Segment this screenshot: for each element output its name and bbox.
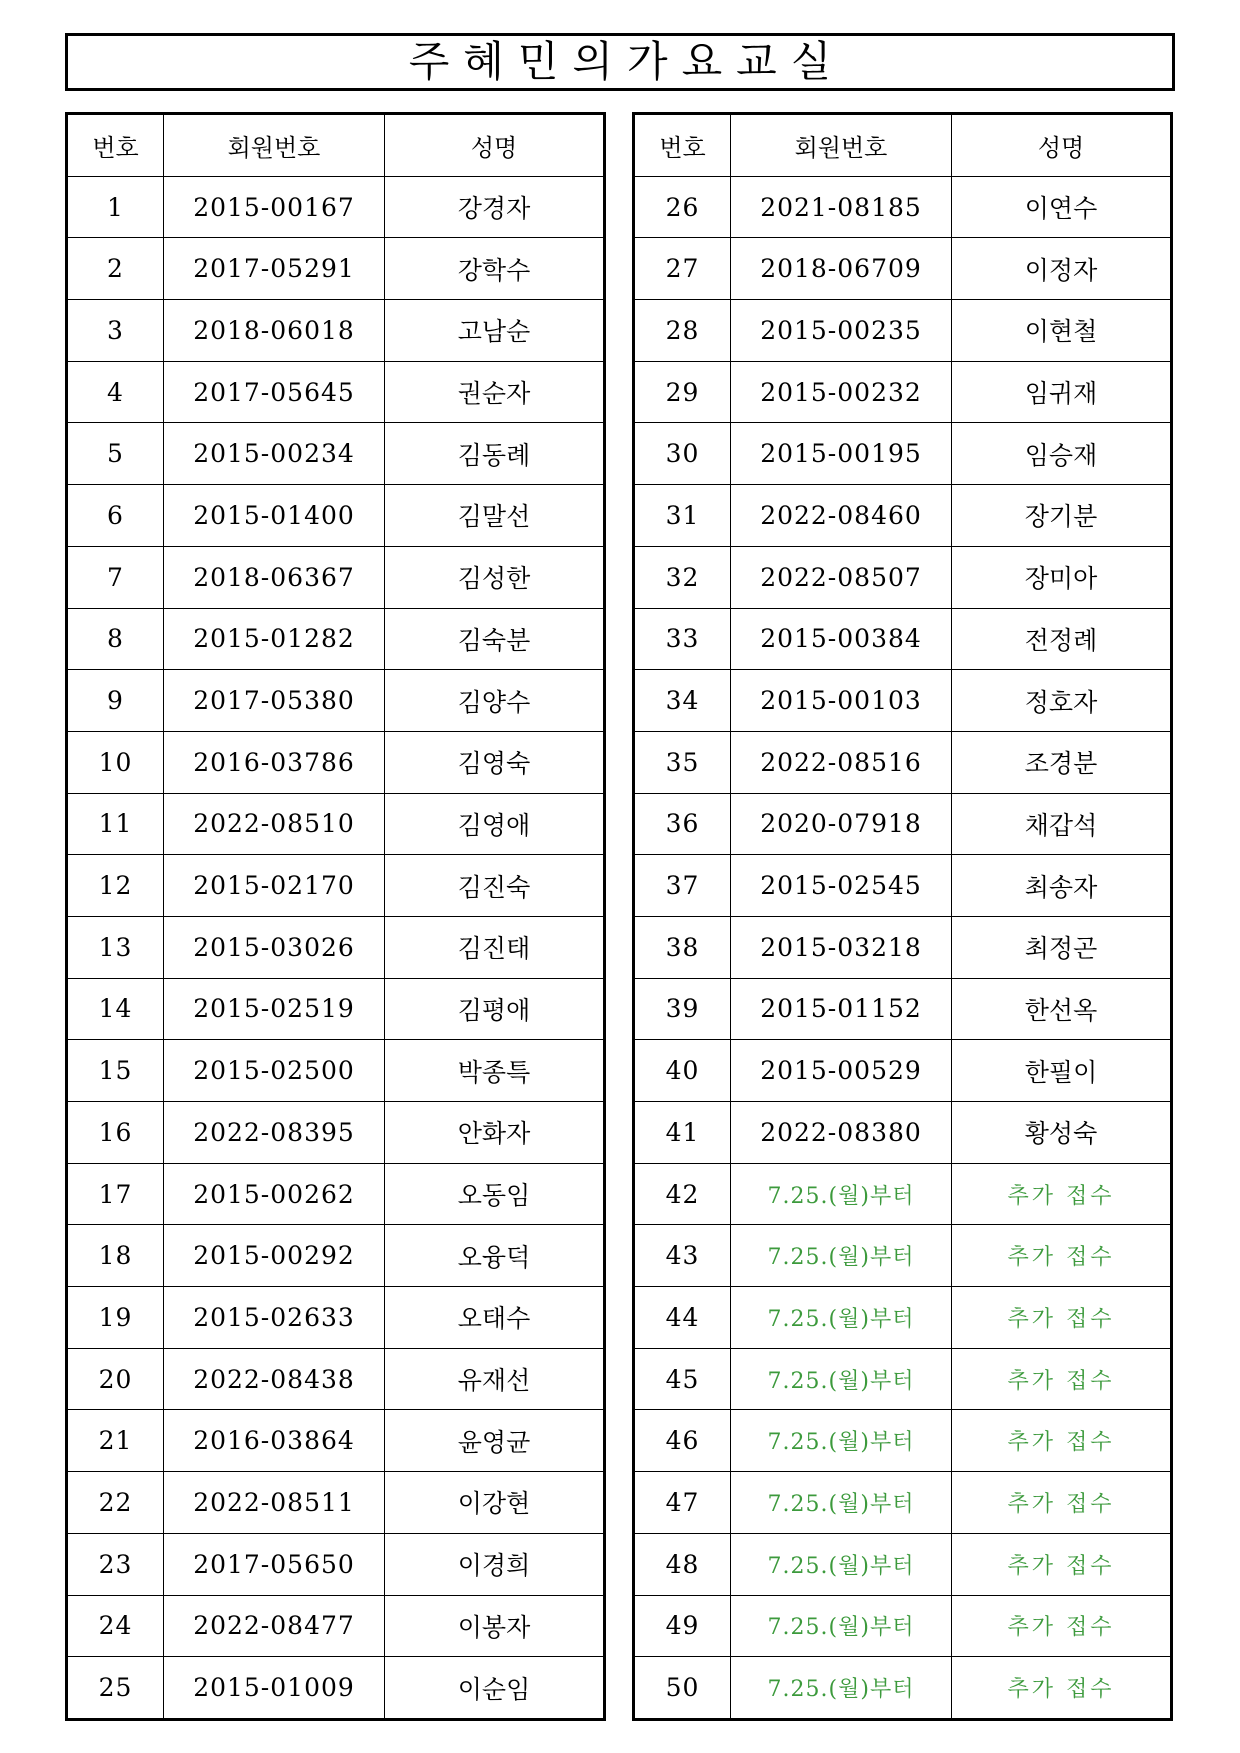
- header-row: [634, 114, 1172, 177]
- table-row: [634, 1040, 1172, 1102]
- row-number: 4: [67, 361, 164, 423]
- row-number: 1: [67, 176, 164, 238]
- table-row: [67, 546, 605, 608]
- row-number: 7: [67, 546, 164, 608]
- member-id: 2021-08185: [731, 176, 952, 238]
- member-id: 2015-00195: [731, 423, 952, 485]
- member-name: 김진태: [385, 916, 605, 978]
- member-name: 김성한: [385, 546, 605, 608]
- member-name: 김양수: [385, 670, 605, 732]
- row-number: 40: [634, 1040, 731, 1102]
- member-name: 추가 접수: [952, 1348, 1172, 1410]
- member-id: 2015-00529: [731, 1040, 952, 1102]
- member-id: 2015-00234: [164, 423, 385, 485]
- member-id: 2015-03026: [164, 916, 385, 978]
- member-name: 임귀재: [952, 361, 1172, 423]
- row-number: 27: [634, 238, 731, 300]
- table-row: [67, 608, 605, 670]
- member-id: 2015-00292: [164, 1225, 385, 1287]
- member-name: 윤영균: [385, 1410, 605, 1472]
- header-row: [67, 114, 605, 177]
- table-row: [67, 423, 605, 485]
- page-title: 주혜민의가요교실: [408, 37, 846, 86]
- roster-body-right: [634, 176, 1172, 1719]
- member-name: 장미아: [952, 546, 1172, 608]
- member-id: 2015-02519: [164, 978, 385, 1040]
- row-number: 11: [67, 793, 164, 855]
- member-id: 2022-08477: [164, 1595, 385, 1657]
- table-row: [634, 1533, 1172, 1595]
- member-id: 7.25.(월)부터: [731, 1287, 952, 1349]
- table-row: [634, 1348, 1172, 1410]
- member-name: 오동임: [385, 1163, 605, 1225]
- table-row: [67, 300, 605, 362]
- table-row: [634, 1657, 1172, 1720]
- roster-body-left: [67, 176, 605, 1719]
- member-name: 강경자: [385, 176, 605, 238]
- row-number: 37: [634, 855, 731, 917]
- member-id: 2020-07918: [731, 793, 952, 855]
- table-row: [634, 1595, 1172, 1657]
- row-number: 6: [67, 485, 164, 547]
- row-number: 3: [67, 300, 164, 362]
- member-id: 2015-01282: [164, 608, 385, 670]
- member-name: 안화자: [385, 1102, 605, 1164]
- row-number: 44: [634, 1287, 731, 1349]
- member-id: 2015-02170: [164, 855, 385, 917]
- table-row: [67, 1102, 605, 1164]
- header-member-id: 회원번호: [164, 114, 385, 177]
- header-no: 번호: [67, 114, 164, 177]
- table-row: [67, 793, 605, 855]
- member-name: 황성숙: [952, 1102, 1172, 1164]
- member-name: 김동례: [385, 423, 605, 485]
- row-number: 16: [67, 1102, 164, 1164]
- member-name: 김평애: [385, 978, 605, 1040]
- member-name: 이강현: [385, 1472, 605, 1534]
- member-id: 7.25.(월)부터: [731, 1472, 952, 1534]
- table-row: [67, 1348, 605, 1410]
- member-name: 이순임: [385, 1657, 605, 1720]
- member-id: 2016-03786: [164, 731, 385, 793]
- member-name: 김진숙: [385, 855, 605, 917]
- member-id: 7.25.(월)부터: [731, 1410, 952, 1472]
- row-number: 19: [67, 1287, 164, 1349]
- member-id: 2022-08507: [731, 546, 952, 608]
- table-row: [67, 855, 605, 917]
- member-name: 한선옥: [952, 978, 1172, 1040]
- row-number: 48: [634, 1533, 731, 1595]
- table-row: [67, 485, 605, 547]
- member-id: 7.25.(월)부터: [731, 1225, 952, 1287]
- row-number: 2: [67, 238, 164, 300]
- member-id: 2016-03864: [164, 1410, 385, 1472]
- member-id: 2022-08510: [164, 793, 385, 855]
- row-number: 9: [67, 670, 164, 732]
- member-name: 김숙분: [385, 608, 605, 670]
- member-id: 2015-00262: [164, 1163, 385, 1225]
- member-id: 2022-08511: [164, 1472, 385, 1534]
- table-row: [67, 1533, 605, 1595]
- table-row: [634, 855, 1172, 917]
- header-no: 번호: [634, 114, 731, 177]
- member-name: 한필이: [952, 1040, 1172, 1102]
- roster-table-right: [632, 112, 1173, 1721]
- member-name: 추가 접수: [952, 1533, 1172, 1595]
- member-name: 추가 접수: [952, 1595, 1172, 1657]
- table-row: [67, 1225, 605, 1287]
- table-row: [634, 176, 1172, 238]
- row-number: 43: [634, 1225, 731, 1287]
- table-row: [634, 1102, 1172, 1164]
- row-number: 29: [634, 361, 731, 423]
- row-number: 32: [634, 546, 731, 608]
- row-number: 38: [634, 916, 731, 978]
- row-number: 15: [67, 1040, 164, 1102]
- table-row: [634, 546, 1172, 608]
- row-number: 14: [67, 978, 164, 1040]
- member-id: 7.25.(월)부터: [731, 1163, 952, 1225]
- table-row: [634, 978, 1172, 1040]
- table-row: [67, 1657, 605, 1720]
- row-number: 50: [634, 1657, 731, 1720]
- member-name: 오융덕: [385, 1225, 605, 1287]
- member-id: 2022-08438: [164, 1348, 385, 1410]
- row-number: 33: [634, 608, 731, 670]
- row-number: 5: [67, 423, 164, 485]
- member-id: 2017-05650: [164, 1533, 385, 1595]
- row-number: 46: [634, 1410, 731, 1472]
- row-number: 36: [634, 793, 731, 855]
- member-id: 2022-08460: [731, 485, 952, 547]
- member-name: 채갑석: [952, 793, 1172, 855]
- row-number: 20: [67, 1348, 164, 1410]
- member-name: 유재선: [385, 1348, 605, 1410]
- row-number: 26: [634, 176, 731, 238]
- table-row: [67, 731, 605, 793]
- row-number: 22: [67, 1472, 164, 1534]
- table-row: [634, 916, 1172, 978]
- table-row: [634, 793, 1172, 855]
- member-name: 이봉자: [385, 1595, 605, 1657]
- member-name: 고남순: [385, 300, 605, 362]
- row-number: 34: [634, 670, 731, 732]
- table-row: [634, 670, 1172, 732]
- member-name: 김말선: [385, 485, 605, 547]
- row-number: 23: [67, 1533, 164, 1595]
- header-member-id: 회원번호: [731, 114, 952, 177]
- table-row: [634, 485, 1172, 547]
- member-id: 7.25.(월)부터: [731, 1533, 952, 1595]
- table-row: [634, 1225, 1172, 1287]
- member-id: 2017-05380: [164, 670, 385, 732]
- row-number: 42: [634, 1163, 731, 1225]
- table-row: [634, 608, 1172, 670]
- member-id: 2015-02545: [731, 855, 952, 917]
- table-row: [634, 300, 1172, 362]
- row-number: 17: [67, 1163, 164, 1225]
- title-box: [65, 33, 1175, 91]
- member-id: 2015-00167: [164, 176, 385, 238]
- member-id: 2015-01009: [164, 1657, 385, 1720]
- row-number: 47: [634, 1472, 731, 1534]
- header-name: 성명: [385, 114, 605, 177]
- member-id: 2015-00235: [731, 300, 952, 362]
- table-row: [634, 731, 1172, 793]
- table-row: [67, 1163, 605, 1225]
- table-row: [67, 670, 605, 732]
- roster-table-left: [65, 112, 606, 1721]
- row-number: 18: [67, 1225, 164, 1287]
- member-id: 2015-00103: [731, 670, 952, 732]
- member-id: 2015-01400: [164, 485, 385, 547]
- table-row: [634, 238, 1172, 300]
- member-id: 2022-08395: [164, 1102, 385, 1164]
- member-id: 2015-00384: [731, 608, 952, 670]
- member-id: 2015-00232: [731, 361, 952, 423]
- member-id: 2015-01152: [731, 978, 952, 1040]
- row-number: 49: [634, 1595, 731, 1657]
- row-number: 13: [67, 916, 164, 978]
- table-row: [634, 1472, 1172, 1534]
- table-row: [67, 1410, 605, 1472]
- table-row: [67, 1472, 605, 1534]
- member-name: 장기분: [952, 485, 1172, 547]
- table-row: [67, 1595, 605, 1657]
- table-row: [634, 361, 1172, 423]
- member-name: 추가 접수: [952, 1225, 1172, 1287]
- member-name: 추가 접수: [952, 1287, 1172, 1349]
- table-row: [634, 1163, 1172, 1225]
- member-id: 2015-03218: [731, 916, 952, 978]
- member-id: 7.25.(월)부터: [731, 1348, 952, 1410]
- member-id: 2022-08516: [731, 731, 952, 793]
- member-name: 정호자: [952, 670, 1172, 732]
- member-name: 이경희: [385, 1533, 605, 1595]
- table-row: [634, 423, 1172, 485]
- member-id: 7.25.(월)부터: [731, 1595, 952, 1657]
- table-row: [67, 1040, 605, 1102]
- member-name: 오태수: [385, 1287, 605, 1349]
- member-name: 전정례: [952, 608, 1172, 670]
- member-name: 박종특: [385, 1040, 605, 1102]
- row-number: 35: [634, 731, 731, 793]
- row-number: 28: [634, 300, 731, 362]
- row-number: 31: [634, 485, 731, 547]
- header-name: 성명: [952, 114, 1172, 177]
- table-row: [67, 1287, 605, 1349]
- table-row: [67, 978, 605, 1040]
- member-id: 2017-05645: [164, 361, 385, 423]
- member-id: 2017-05291: [164, 238, 385, 300]
- member-name: 이연수: [952, 176, 1172, 238]
- member-name: 임승재: [952, 423, 1172, 485]
- table-row: [67, 176, 605, 238]
- member-name: 추가 접수: [952, 1472, 1172, 1534]
- member-name: 조경분: [952, 731, 1172, 793]
- table-row: [634, 1410, 1172, 1472]
- row-number: 45: [634, 1348, 731, 1410]
- member-name: 추가 접수: [952, 1410, 1172, 1472]
- row-number: 25: [67, 1657, 164, 1720]
- row-number: 41: [634, 1102, 731, 1164]
- member-id: 2018-06709: [731, 238, 952, 300]
- member-id: 7.25.(월)부터: [731, 1657, 952, 1720]
- member-id: 2018-06367: [164, 546, 385, 608]
- row-number: 10: [67, 731, 164, 793]
- member-name: 최송자: [952, 855, 1172, 917]
- row-number: 12: [67, 855, 164, 917]
- member-id: 2015-02633: [164, 1287, 385, 1349]
- row-number: 21: [67, 1410, 164, 1472]
- member-name: 권순자: [385, 361, 605, 423]
- member-name: 추가 접수: [952, 1163, 1172, 1225]
- member-name: 김영숙: [385, 731, 605, 793]
- table-row: [67, 238, 605, 300]
- member-name: 이정자: [952, 238, 1172, 300]
- member-name: 강학수: [385, 238, 605, 300]
- row-number: 8: [67, 608, 164, 670]
- table-row: [634, 1287, 1172, 1349]
- member-id: 2022-08380: [731, 1102, 952, 1164]
- member-name: 김영애: [385, 793, 605, 855]
- member-id: 2015-02500: [164, 1040, 385, 1102]
- member-name: 추가 접수: [952, 1657, 1172, 1720]
- member-id: 2018-06018: [164, 300, 385, 362]
- row-number: 24: [67, 1595, 164, 1657]
- member-name: 이현철: [952, 300, 1172, 362]
- row-number: 39: [634, 978, 731, 1040]
- table-row: [67, 361, 605, 423]
- row-number: 30: [634, 423, 731, 485]
- table-row: [67, 916, 605, 978]
- member-name: 최정곤: [952, 916, 1172, 978]
